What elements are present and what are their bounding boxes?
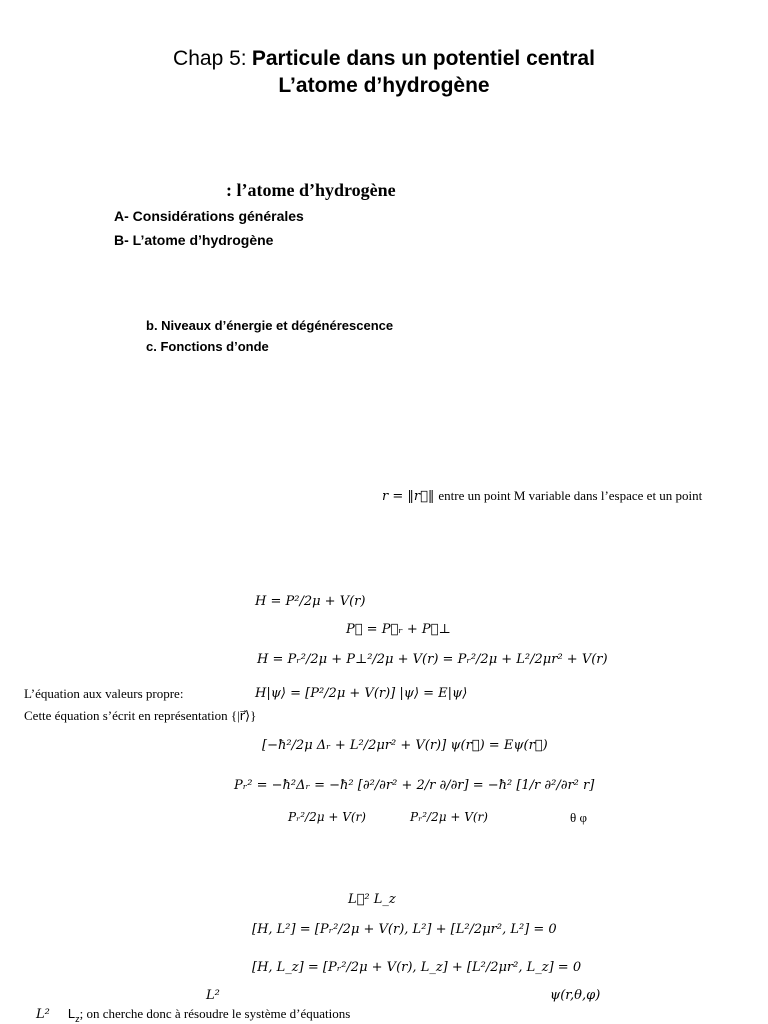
last-sub: z: [75, 1014, 80, 1024]
operators-label: L⃗² L_z: [348, 892, 396, 907]
representation-text: Cette équation s’écrit en représentation {|r⃗⟩}: [24, 708, 257, 723]
page-subtitle: L’atome d’hydrogène: [278, 74, 490, 97]
equation-hamiltonian-expanded: H = Pᵣ²/2μ + P⊥²/2μ + V(r) = Pᵣ²/2μ + L²/2μr² + V(r): [257, 652, 608, 667]
last-rest: ; on cherche donc à résoudre le système d’équations: [79, 1006, 351, 1021]
equation-eigenvalue: H|ψ⟩ = [P²/2μ + V(r)] |ψ⟩ = E|ψ⟩: [255, 686, 468, 701]
equation-commutator-l2: [H, L²] = [Pᵣ²/2μ + V(r), L²] + [L²/2μr², L²] = 0: [252, 922, 557, 937]
l2-label: L²: [206, 988, 220, 1003]
subsection-b: b. Niveaux d’énergie et dégénérescence: [146, 318, 394, 333]
angles-label: θ φ: [570, 810, 587, 825]
fragment-1: Pᵣ²/2μ + V(r): [288, 810, 366, 824]
distance-text: entre un point M variable dans l’espace et un point: [438, 488, 703, 503]
section-b: B- L’atome d’hydrogène: [114, 232, 274, 248]
page-title: [0, 46, 768, 71]
equation-momentum-decomposition: P⃗ = P⃗ᵣ + P⃗⊥: [346, 622, 451, 637]
equation-radial-momentum: Pᵣ² = −ħ²Δᵣ = −ħ² [∂²/∂r² + 2/r ∂/∂r] = −ħ² [1/r ∂²/∂r² r]: [234, 778, 595, 793]
distance-math: r = ‖r⃗‖: [382, 489, 435, 504]
eigen-label: L’équation aux valeurs propre:: [24, 686, 184, 701]
last-line: [36, 1005, 350, 1024]
last-l2: L²: [36, 1007, 50, 1022]
equation-commutator-lz: [H, L_z] = [Pᵣ²/2μ + V(r), L_z] + [L²/2μr², L_z] = 0: [252, 960, 582, 975]
psi-label: ψ(r,θ,φ): [550, 988, 601, 1003]
distance-line: [382, 487, 702, 505]
subsection-c: c. Fonctions d’onde: [146, 339, 269, 354]
plan-heading: : l’atome d’hydrogène: [226, 180, 396, 200]
title-bold: Particule dans un potentiel central: [251, 47, 595, 70]
equation-hamiltonian: H = P²/2μ + V(r): [255, 594, 366, 609]
fragment-2: Pᵣ²/2μ + V(r): [410, 810, 488, 824]
last-l: L: [67, 1006, 76, 1021]
equation-schrodinger: [−ħ²/2μ Δᵣ + L²/2μr² + V(r)] ψ(r⃗) = Eψ(r⃗): [262, 738, 548, 753]
section-a: A- Considérations générales: [114, 208, 304, 224]
title-prefix: Chap 5:: [173, 47, 247, 70]
